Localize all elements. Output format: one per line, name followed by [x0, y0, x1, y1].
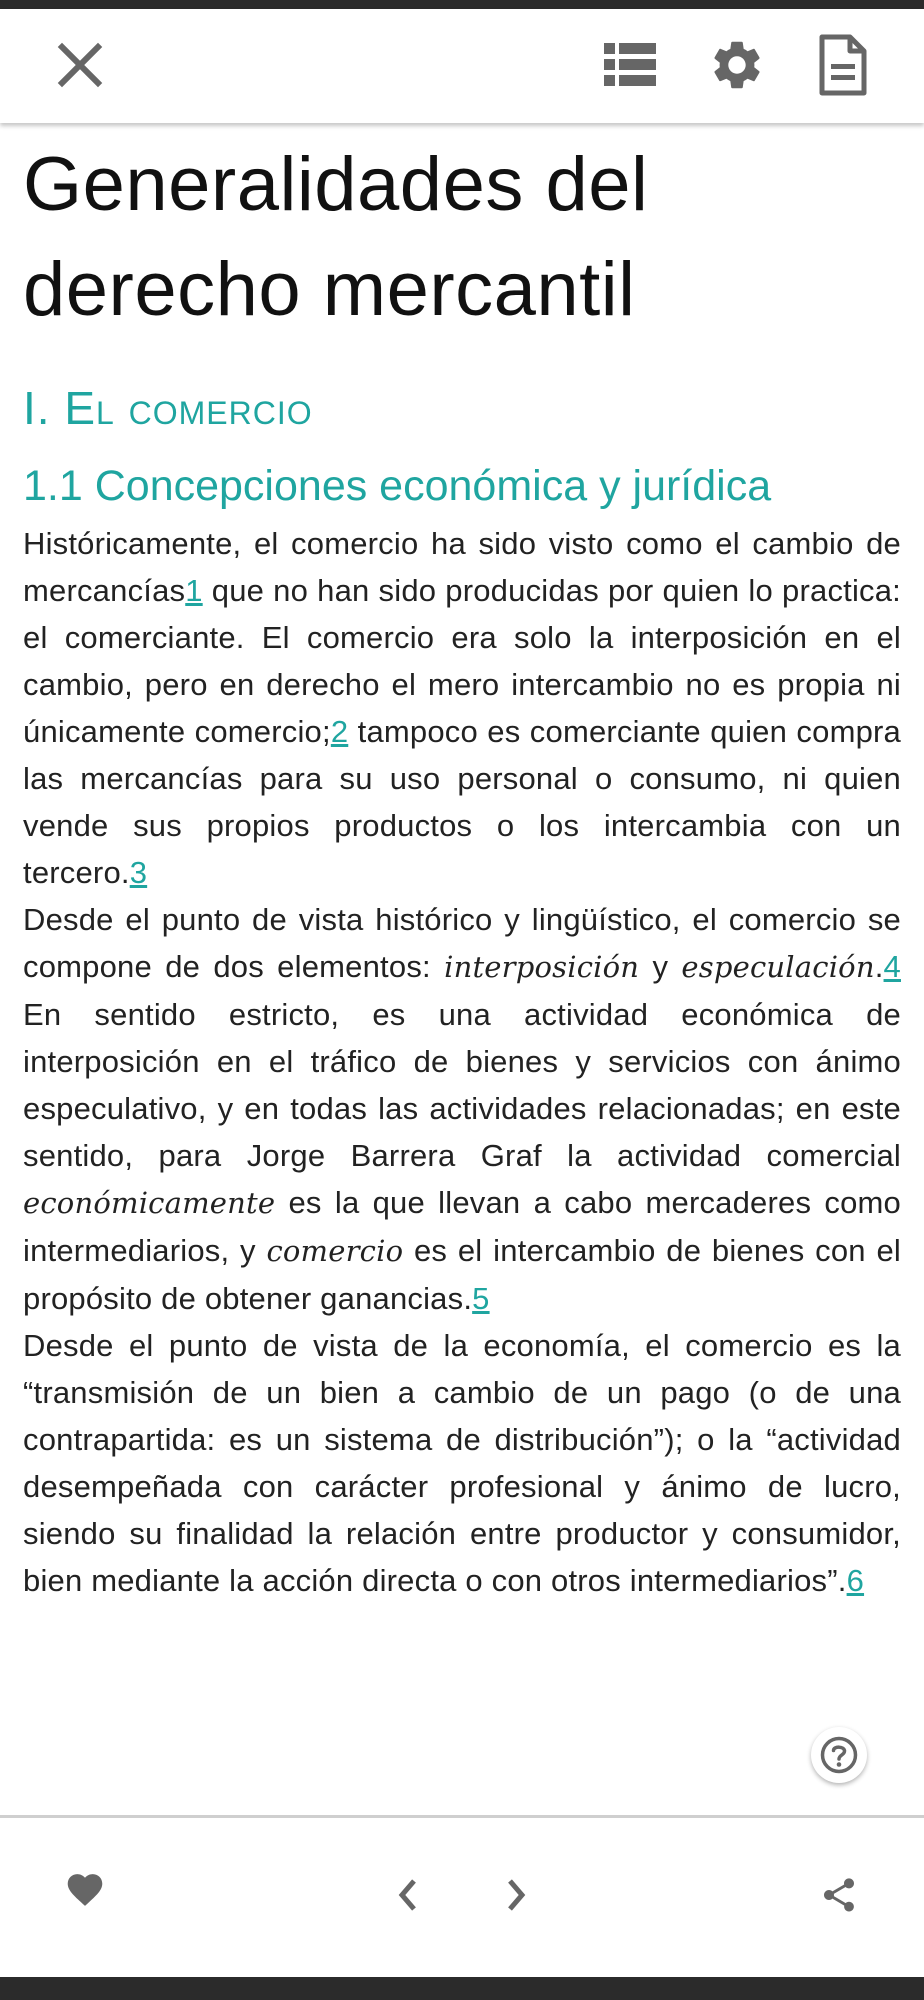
section-heading: I. El comercio — [23, 382, 313, 434]
paragraph-text: . — [874, 949, 884, 984]
article-content — [0, 123, 924, 1815]
emphasis-text: económicamente — [23, 1186, 276, 1220]
paragraph-text: que no han sido producidas por quien lo practica: el comerciante. El comercio era solo la interposición en el cambio, pero en derecho el mero intercambio no es propia ni únicamente comercio; — [23, 573, 901, 749]
document-icon — [818, 34, 868, 96]
table-of-contents-button[interactable] — [598, 33, 662, 97]
close-button[interactable] — [48, 33, 112, 97]
next-button[interactable] — [488, 1867, 544, 1923]
close-icon — [57, 42, 103, 88]
share-button[interactable] — [811, 1867, 867, 1923]
footnote-link[interactable]: 4 — [883, 949, 901, 984]
chevron-left-icon — [395, 1875, 421, 1915]
settings-button[interactable] — [705, 33, 769, 97]
paragraph — [23, 1322, 901, 1604]
share-icon — [819, 1874, 859, 1916]
paragraph-text: En sentido estricto, es una actividad económica de interposición en el tráfico de bienes y servicios con ánimo especulativo, y en todas las actividades relacionadas; en este sentido, para Jorge Barrera Graf la actividad comercial — [23, 997, 901, 1173]
system-navigation-bar — [0, 1977, 924, 2000]
help-button[interactable] — [811, 1727, 867, 1783]
chevron-right-icon — [503, 1875, 529, 1915]
paragraph-text: tampoco es comerciante quien compra las mercancías para su uso personal o consumo, ni quien vende sus propios productos o los intercambia con un tercero. — [23, 714, 901, 890]
top-toolbar — [0, 9, 924, 123]
paragraph-text: es el intercambio de bienes con el propósito de obtener ganancias. — [23, 1233, 901, 1316]
paragraph-text: y — [639, 949, 682, 984]
emphasis-text: comercio — [266, 1234, 404, 1268]
previous-button[interactable] — [380, 1867, 436, 1923]
help-icon — [819, 1735, 859, 1775]
paragraph — [23, 520, 901, 896]
bottom-toolbar — [0, 1815, 924, 1977]
footnote-link[interactable]: 6 — [846, 1563, 865, 1598]
paragraph-text: Históricamente, el comercio ha sido visto como el cambio de mercancías — [23, 526, 901, 608]
emphasis-text: especulación — [681, 950, 875, 984]
page-title — [23, 132, 901, 342]
footnote-link[interactable]: 5 — [472, 1281, 490, 1316]
subsection-heading: 1.1 Concepciones económica y jurídica — [23, 462, 772, 510]
paragraph-text: Desde el punto de vista histórico y lingüístico, el comercio se compone de dos elementos: — [23, 902, 901, 984]
footnote-link[interactable]: 3 — [129, 855, 148, 890]
status-bar — [0, 0, 924, 9]
list-icon — [603, 41, 657, 89]
paragraph-text: es la que llevan a cabo mercaderes como intermediarios, y — [23, 1185, 901, 1268]
footnote-link[interactable]: 1 — [185, 573, 203, 608]
paragraph-text: Desde el punto de vista de la economía, el comercio es la “transmisión de un bien a cambio de un pago (o de una contrapartida: es un sistema de distribución”); o la “actividad desempeñada con carácter profesional y ánimo de lucro, siendo su finalidad la relación entre productor y consumidor, bien mediante la acción directa o con otros intermediarios”. — [23, 1328, 901, 1598]
emphasis-text: interposición — [444, 950, 640, 984]
heart-icon — [64, 1869, 106, 1907]
document-button[interactable] — [811, 33, 875, 97]
page-title-line: derecho mercantil — [23, 247, 636, 332]
page-title-line: Generalidades del — [23, 142, 649, 227]
footnote-link[interactable]: 2 — [330, 714, 349, 749]
favorite-button[interactable] — [57, 1860, 113, 1916]
gear-icon — [708, 36, 766, 94]
paragraph — [23, 896, 901, 1322]
